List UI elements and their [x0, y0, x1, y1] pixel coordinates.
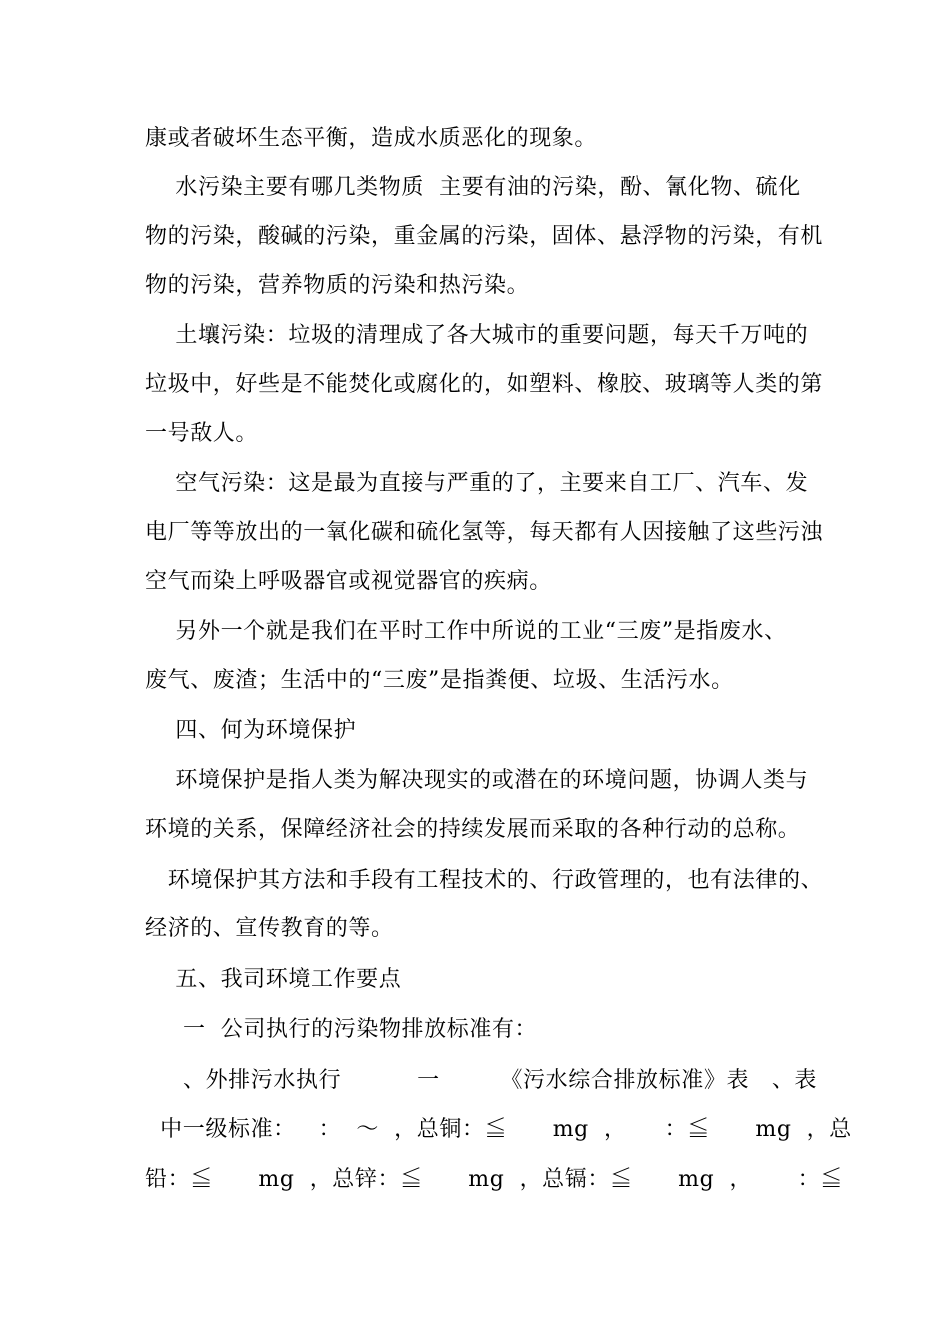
text-line: 一 公司执行的污染物排放标准有： — [145, 1017, 538, 1042]
text-line: 、外排污水执行 一 《污水综合排放标准》表 、表 — [145, 1068, 818, 1093]
text-line: 垃圾中，好些是不能焚化或腐化的，如塑料、橡胶、玻璃等人类的第 — [145, 372, 824, 397]
text-line: 物的污染，营养物质的污染和热污染。 — [145, 273, 530, 298]
text-line: 物的污染，酸碱的污染，重金属的污染，固体、悬浮物的污染，有机 — [145, 224, 824, 249]
text-line: 一号敌人。 — [145, 421, 259, 446]
text-line: 康或者破坏生态平衡，造成水质恶化的现象。 — [145, 126, 598, 151]
text-line: 空气污染：这是最为直接与严重的了，主要来自工厂、汽车、发 — [145, 471, 809, 496]
text-line: 中一级标准： ： ～ ，总铜：≦ mg ， ：≦ mg ，总 — [145, 1117, 852, 1142]
text-line: 经济的、宣传教育的等。 — [145, 916, 394, 941]
text-line: 铅：≦ mg ，总锌：≦ mg ，总镉：≦ mg ， ：≦ — [145, 1167, 843, 1192]
text-line: 废气、废渣；生活中的“三废”是指粪便、垃圾、生活污水。 — [145, 668, 734, 693]
text-line: 环境的关系，保障经济社会的持续发展而采取的各种行动的总称。 — [145, 817, 801, 842]
text-line: 土壤污染：垃圾的清理成了各大城市的重要问题，每天千万吨的 — [145, 323, 809, 348]
section-heading: 五、我司环境工作要点 — [145, 967, 402, 992]
text-line: 电厂等等放出的一氧化碳和硫化氢等，每天都有人因接触了这些污浊 — [145, 520, 824, 545]
section-heading: 四、何为环境保护 — [145, 718, 357, 743]
text-line: 另外一个就是我们在平时工作中所说的工业“三废”是指废水、 — [145, 619, 787, 644]
text-line: 环境保护其方法和手段有工程技术的、行政管理的，也有法律的、 — [145, 868, 824, 893]
text-line: 空气而染上呼吸器官或视觉器官的疾病。 — [145, 569, 552, 594]
text-line: 水污染主要有哪几类物质 主要有油的污染，酚、氰化物、硫化 — [145, 175, 801, 200]
text-line: 环境保护是指人类为解决现实的或潜在的环境问题，协调人类与 — [145, 768, 809, 793]
